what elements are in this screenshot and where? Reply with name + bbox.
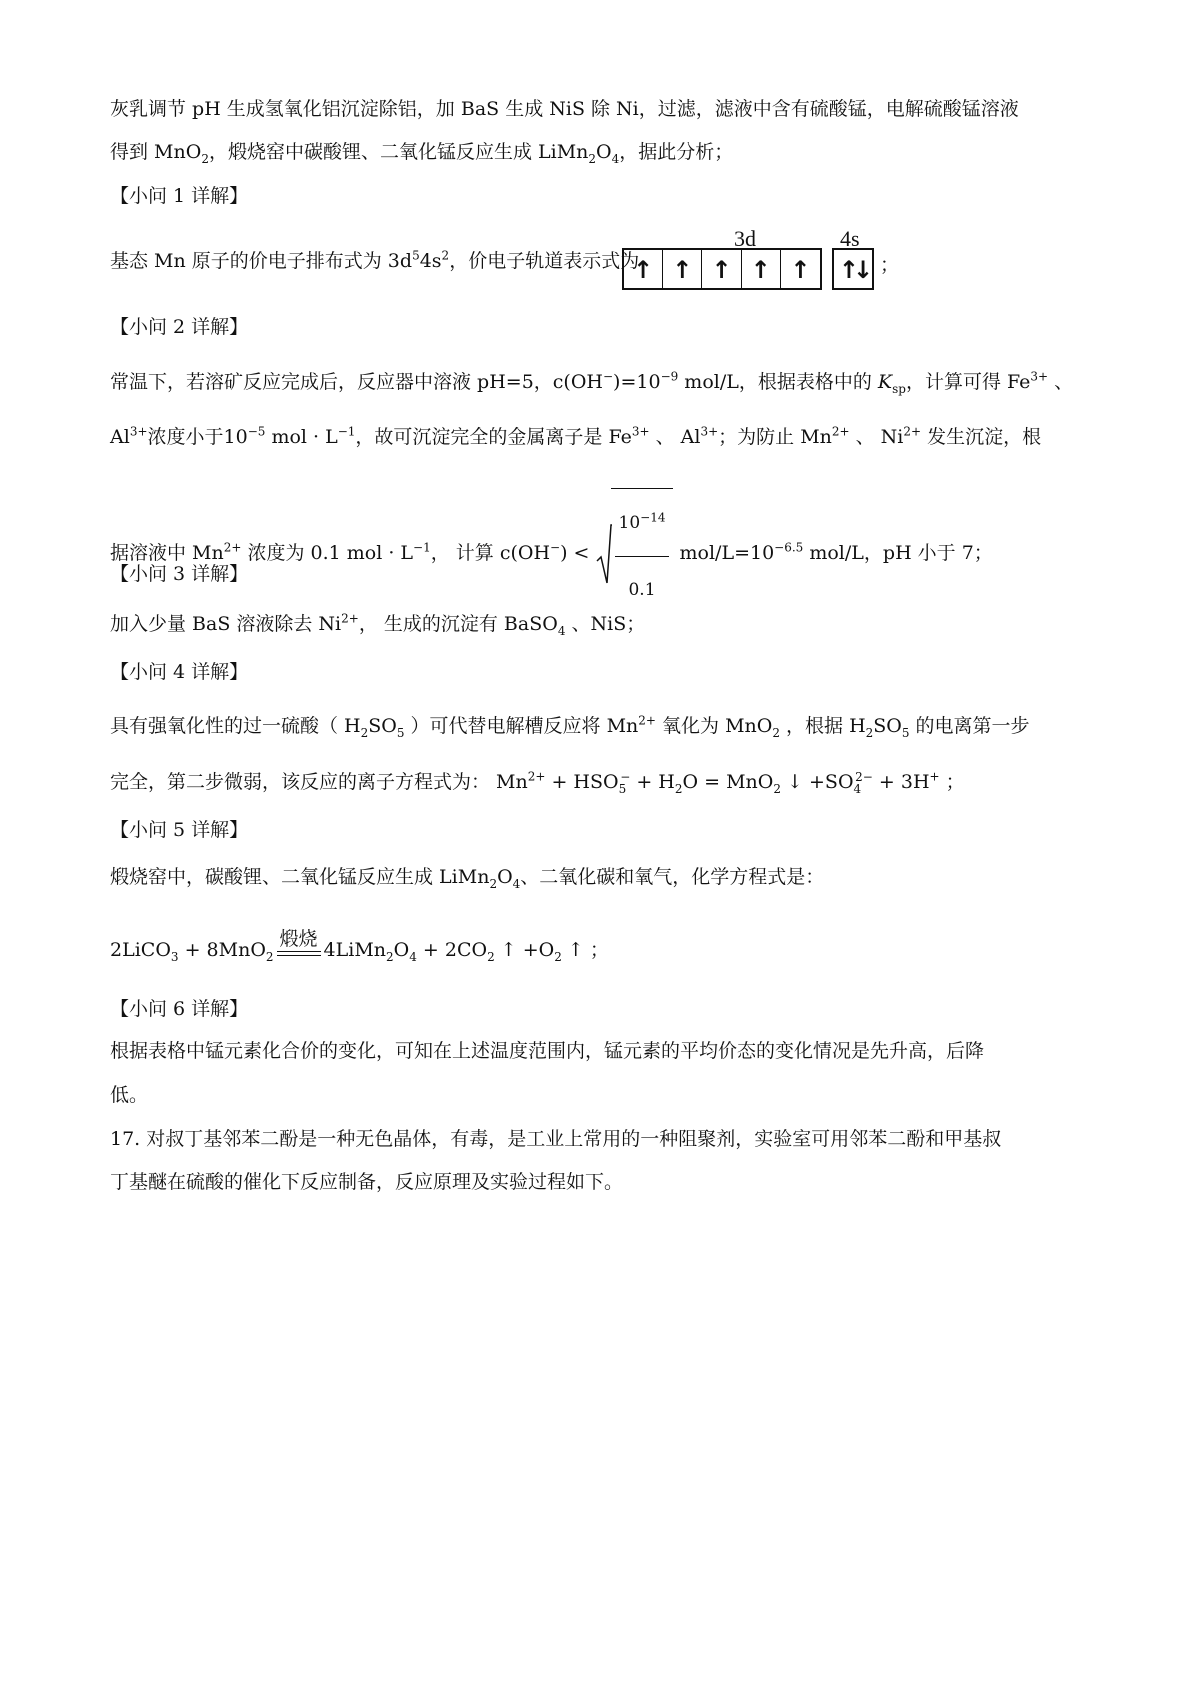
q1-tail: ； <box>880 254 900 276</box>
q5-equation: 2LiCO$_3$ + 8MnO$_2$ 煅烧 $4LiMn_2O_4 + 2CO_2$ ↑ $+O_2$ ↑ ； <box>110 928 609 964</box>
q2-line-1: 常温下，若溶矿反应完成后，反应器中溶液 pH=5，$c(OH^-)=10^{-9}$ mol/L，根据表格中的 $K_{sp}$，计算可得 $Fe^{3+}$ 、 <box>110 369 1074 396</box>
q5-line-1: 煅烧窑中，碳酸锂、二氧化锰反应生成 $LiMn_2O_4$、二氧化碳和氧气，化学方程式是： <box>110 866 825 891</box>
orbital-cell-paired: ↑↓ <box>838 256 868 284</box>
sqrt-sign <box>596 523 612 585</box>
orbital-cell: ↑ <box>663 250 702 290</box>
q4-line-2: 完全，第二步微弱，该反应的离子方程式为： $Mn^{2+} + HSO_5^- + H_2O = MnO_2$ ↓ $+SO_4^{2-} + 3H^+$ ； <box>110 769 965 796</box>
fraction: $\frac{10^{-14}}{0.1}$ <box>615 493 670 620</box>
orbital-label-3d: 3d <box>734 226 756 251</box>
q2-line-3: 据溶液中 $Mn^{2+}$ 浓度为 0.1 mol · $L^{-1}$， 计算 c(OH−) < $\frac{10^{-14}}{0.1}$ mol/$L=10^{-6.5}$ mol/L，pH 小于 7； <box>110 488 993 552</box>
q5-header: 【小问 5 详解】 <box>110 819 249 841</box>
orbital-cell: ↑ <box>624 250 663 290</box>
orbital-cell: ↑ <box>742 250 781 290</box>
orbital-label-4s: 4s <box>840 226 860 251</box>
orbital-box-3d <box>622 248 822 290</box>
orbital-cell: ↑ <box>702 250 741 290</box>
q2-header: 【小问 2 详解】 <box>110 316 249 338</box>
double-line <box>277 951 321 956</box>
orbital-box-4s <box>832 248 874 290</box>
q6-header: 【小问 6 详解】 <box>110 998 249 1020</box>
q4-line-1: 具有强氧化性的过一硫酸（ $H_2SO_5$ ）可代替电解槽反应将 $Mn^{2+}$ 氧化为 MnO$_2$ ，根据 $H_2SO_5$ 的电离第一步 <box>110 713 1030 740</box>
reaction-condition: 煅烧 <box>277 932 321 960</box>
q3-header: 【小问 3 详解】 <box>110 563 249 585</box>
q3-text: 加入少量 BaS 溶液除去 $Ni^{2+}$， 生成的沉淀有 BaSO$_4$ 、NiS； <box>110 611 646 638</box>
orbital-cell: ↑ <box>790 256 811 284</box>
q6-line-1: 根据表格中锰元素化合价的变化，可知在上述温度范围内，锰元素的平均价态的变化情况是先升高，后降 <box>110 1040 985 1062</box>
q17-line-1: 17. 对叔丁基邻苯二酚是一种无色晶体，有毒，是工业上常用的一种阻聚剂，实验室可用邻苯二酚和甲基叔 <box>110 1128 1002 1150</box>
q1-header: 【小问 1 详解】 <box>110 185 249 207</box>
q4-header: 【小问 4 详解】 <box>110 661 249 683</box>
intro-line-2: 得到 MnO$_2$，煅烧窑中碳酸锂、二氧化锰反应生成 $LiMn_2O_4$，据此分析； <box>110 141 734 166</box>
q2-line-2: $Al^{3+}$浓度小于$10^{-5}$ mol · $L^{-1}$，故可沉淀完全的金属离子是 $Fe^{3+}$ 、 $Al^{3+}$；为防止 $Mn^{2+}$ 、 $Ni^{2+}$ 发生沉淀，根 <box>110 424 1042 448</box>
sqrt-expression <box>596 488 674 620</box>
q1-text: 基态 Mn 原子的价电子排布式为 $3d^54s^2$，价电子轨道表示式为 <box>110 248 640 272</box>
intro-line-1: 灰乳调节 pH 生成氢氧化铝沉淀除铝，加 BaS 生成 NiS 除 Ni，过滤，滤液中含有硫酸锰，电解硫酸锰溶液 <box>110 98 1019 120</box>
q17-line-2: 丁基醚在硫酸的催化下反应制备，反应原理及实验过程如下。 <box>110 1171 624 1193</box>
q6-line-2: 低。 <box>110 1084 149 1106</box>
